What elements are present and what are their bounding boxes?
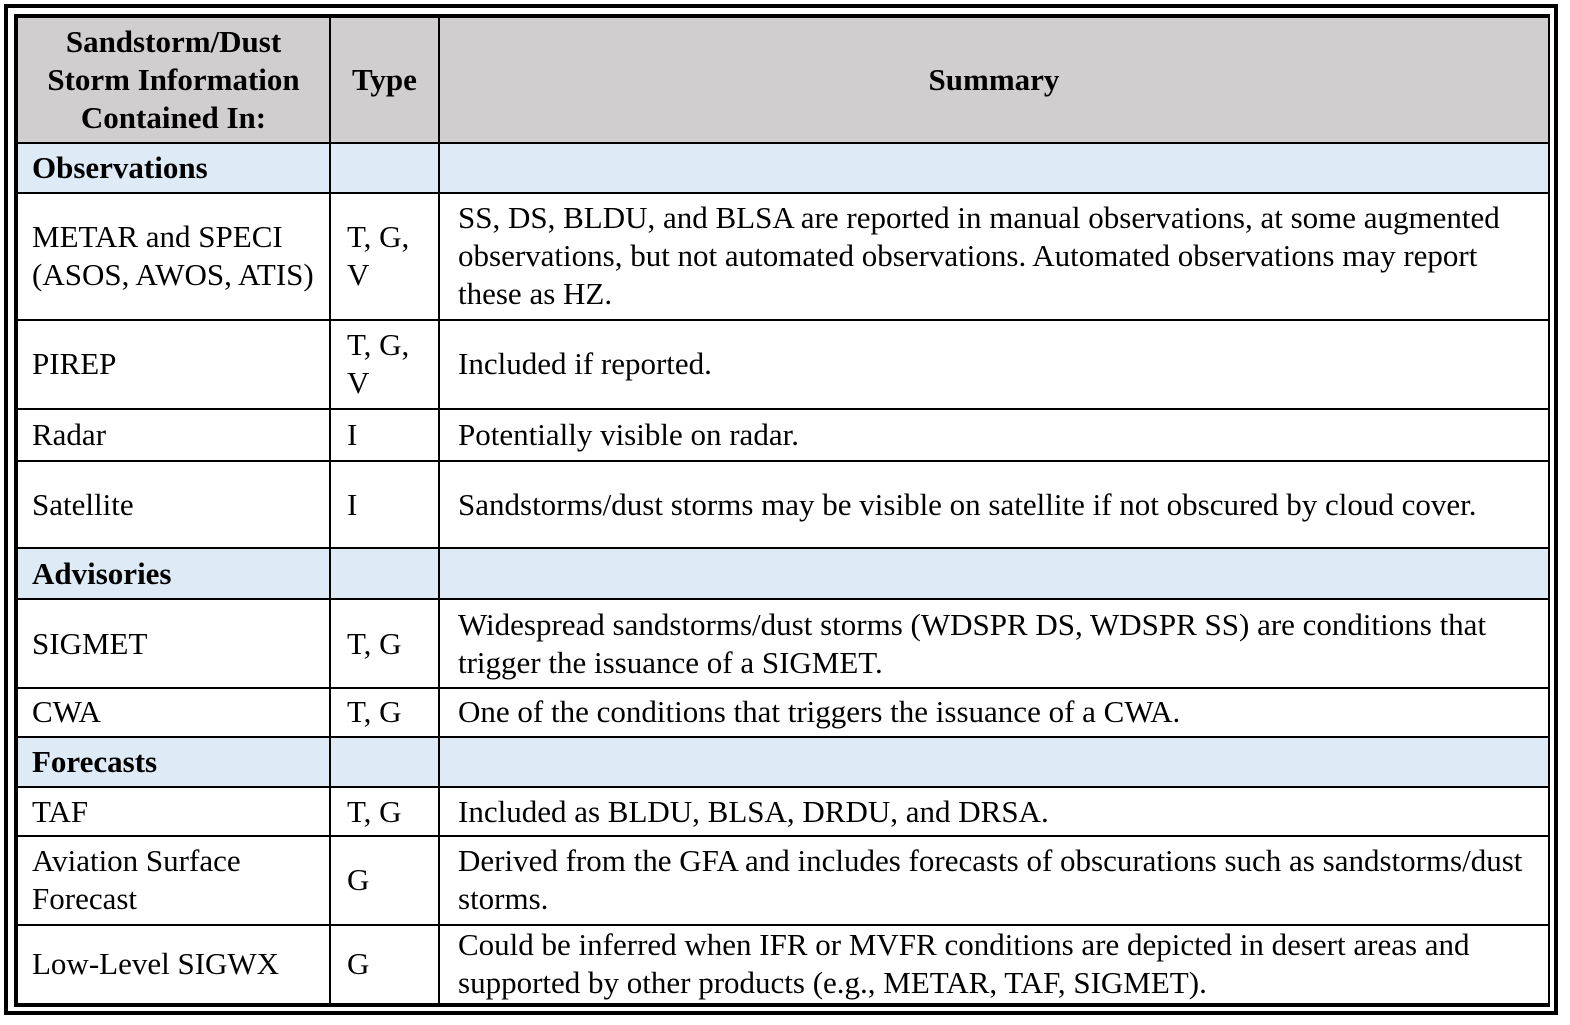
source-cell: METAR and SPECI (ASOS, AWOS, ATIS) bbox=[17, 193, 330, 320]
summary-cell: One of the conditions that triggers the issuance of a CWA. bbox=[439, 688, 1549, 737]
section-title: Advisories bbox=[17, 548, 330, 599]
summary-cell: Derived from the GFA and includes forecasts of obscurations such as sandstorms/dust storms. bbox=[439, 836, 1549, 925]
section-row-forecasts bbox=[17, 737, 1549, 788]
table-row bbox=[17, 599, 1549, 688]
summary-cell: Sandstorms/dust storms may be visible on satellite if not obscured by cloud cover. bbox=[439, 461, 1549, 548]
summary-cell: Included if reported. bbox=[439, 320, 1549, 409]
type-cell: G bbox=[330, 925, 439, 1004]
table-row bbox=[17, 688, 1549, 737]
section-row-observations bbox=[17, 143, 1549, 194]
type-cell: T, G, V bbox=[330, 320, 439, 409]
header-source: Sandstorm/Dust Storm Information Contained In: bbox=[17, 17, 330, 143]
type-cell: T, G bbox=[330, 787, 439, 836]
table-row bbox=[17, 925, 1549, 1004]
summary-cell: Could be inferred when IFR or MVFR conditions are depicted in desert areas and supported by other products (e.g., METAR, TAF, SIGMET). bbox=[439, 925, 1549, 1004]
source-cell: Radar bbox=[17, 409, 330, 462]
header-row bbox=[17, 17, 1549, 143]
source-cell: TAF bbox=[17, 787, 330, 836]
source-cell: Low-Level SIGWX bbox=[17, 925, 330, 1004]
type-cell: I bbox=[330, 409, 439, 462]
type-cell: G bbox=[330, 836, 439, 925]
summary-cell: Included as BLDU, BLSA, DRDU, and DRSA. bbox=[439, 787, 1549, 836]
source-cell: Aviation Surface Forecast bbox=[17, 836, 330, 925]
section-title: Observations bbox=[17, 143, 330, 194]
header-summary: Summary bbox=[439, 17, 1549, 143]
section-title: Forecasts bbox=[17, 737, 330, 788]
table-row bbox=[17, 461, 1549, 548]
type-cell: T, G, V bbox=[330, 193, 439, 320]
header-type: Type bbox=[330, 17, 439, 143]
summary-cell: Potentially visible on radar. bbox=[439, 409, 1549, 462]
table-row bbox=[17, 409, 1549, 462]
source-cell: Satellite bbox=[17, 461, 330, 548]
sandstorm-info-table bbox=[16, 16, 1550, 1005]
table-row bbox=[17, 787, 1549, 836]
source-cell: PIREP bbox=[17, 320, 330, 409]
table-row bbox=[17, 320, 1549, 409]
type-cell: T, G bbox=[330, 599, 439, 688]
source-cell: CWA bbox=[17, 688, 330, 737]
section-row-advisories bbox=[17, 548, 1549, 599]
table-row bbox=[17, 193, 1549, 320]
summary-cell: Widespread sandstorms/dust storms (WDSPR DS, WDSPR SS) are conditions that trigger the issuance of a SIGMET. bbox=[439, 599, 1549, 688]
type-cell: T, G bbox=[330, 688, 439, 737]
type-cell: I bbox=[330, 461, 439, 548]
table-row bbox=[17, 836, 1549, 925]
source-cell: SIGMET bbox=[17, 599, 330, 688]
summary-cell: SS, DS, BLDU, and BLSA are reported in manual observations, at some augmented observations, but not automated observations. Automated observations may report these as HZ. bbox=[439, 193, 1549, 320]
